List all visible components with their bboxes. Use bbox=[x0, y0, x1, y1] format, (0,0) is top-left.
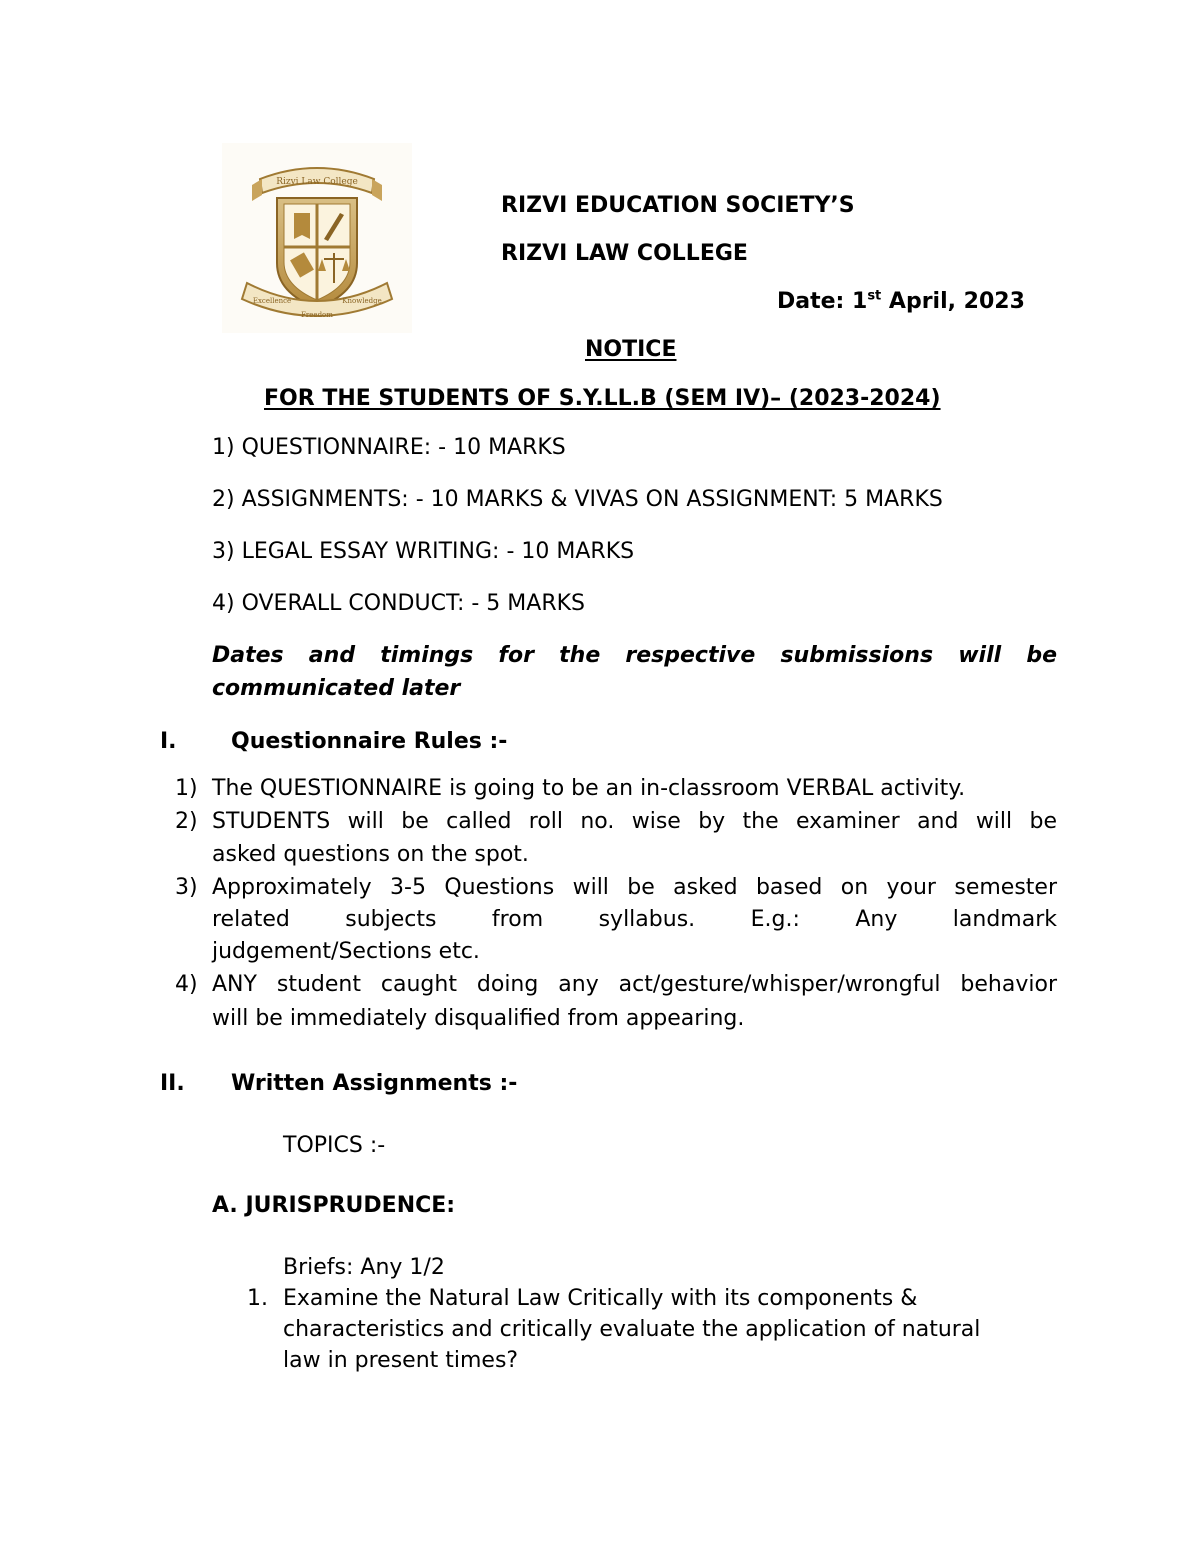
rule-line: judgement/Sections etc. bbox=[212, 939, 480, 964]
logo-banner-right: Knowledge bbox=[342, 297, 382, 305]
section2-heading: Written Assignments :- bbox=[231, 1071, 518, 1096]
topic-line: law in present times? bbox=[283, 1348, 519, 1373]
briefs-label: Briefs: Any 1/2 bbox=[283, 1255, 445, 1280]
logo-banner-left: Excellence bbox=[252, 297, 292, 305]
section2-numeral: II. bbox=[160, 1071, 185, 1096]
dates-note-line2: communicated later bbox=[212, 676, 461, 701]
date-prefix: Date: 1 bbox=[777, 289, 868, 314]
marks-item: 4) OVERALL CONDUCT: - 5 MARKS bbox=[212, 591, 586, 616]
college-name: RIZVI LAW COLLEGE bbox=[501, 241, 748, 266]
subject-heading: A. JURISPRUDENCE: bbox=[212, 1193, 456, 1218]
rule-line: asked questions on the spot. bbox=[212, 842, 529, 867]
topics-label: TOPICS :- bbox=[283, 1133, 386, 1158]
dates-note-line1: Dates and timings for the respective submissions will be bbox=[212, 643, 1057, 668]
rule-line: Approximately 3-5 Questions will be asked based on your semester bbox=[212, 875, 1057, 900]
rule-line: related subjects from syllabus. E.g.: Any landmark bbox=[212, 907, 1057, 932]
rule-number: 2) bbox=[175, 809, 198, 834]
college-crest-logo bbox=[222, 143, 412, 333]
rule-line: ANY student caught doing any act/gesture/whisper/wrongful behavior bbox=[212, 972, 1057, 997]
notice-date bbox=[777, 289, 1025, 314]
notice-subtitle: FOR THE STUDENTS OF S.Y.LL.B (SEM IV)– (2023-2024) bbox=[264, 386, 941, 411]
rule-line: The QUESTIONNAIRE is going to be an in-classroom VERBAL activity. bbox=[212, 776, 966, 801]
society-name: RIZVI EDUCATION SOCIETY’S bbox=[501, 193, 855, 218]
topic-line: Examine the Natural Law Critically with its components & bbox=[283, 1286, 918, 1311]
rule-line: will be immediately disqualified from appearing. bbox=[212, 1006, 745, 1031]
rule-number: 3) bbox=[175, 875, 198, 900]
rule-number: 1) bbox=[175, 776, 198, 801]
marks-item: 3) LEGAL ESSAY WRITING: - 10 MARKS bbox=[212, 539, 635, 564]
topic-line: characteristics and critically evaluate the application of natural bbox=[283, 1317, 981, 1342]
date-suffix: April, 2023 bbox=[881, 289, 1025, 314]
rule-number: 4) bbox=[175, 972, 198, 997]
date-superscript: st bbox=[867, 288, 882, 304]
rule-line: STUDENTS will be called roll no. wise by the examiner and will be bbox=[212, 809, 1057, 834]
logo-top-text: Rizvi Law College bbox=[276, 177, 358, 187]
topic-number: 1. bbox=[247, 1286, 268, 1311]
notice-title: NOTICE bbox=[585, 337, 677, 362]
marks-item: 2) ASSIGNMENTS: - 10 MARKS & VIVAS ON ASSIGNMENT: 5 MARKS bbox=[212, 487, 943, 512]
section1-numeral: I. bbox=[160, 729, 177, 754]
section1-heading: Questionnaire Rules :- bbox=[231, 729, 508, 754]
marks-item: 1) QUESTIONNAIRE: - 10 MARKS bbox=[212, 435, 566, 460]
logo-banner-center: Freedom bbox=[301, 311, 333, 319]
